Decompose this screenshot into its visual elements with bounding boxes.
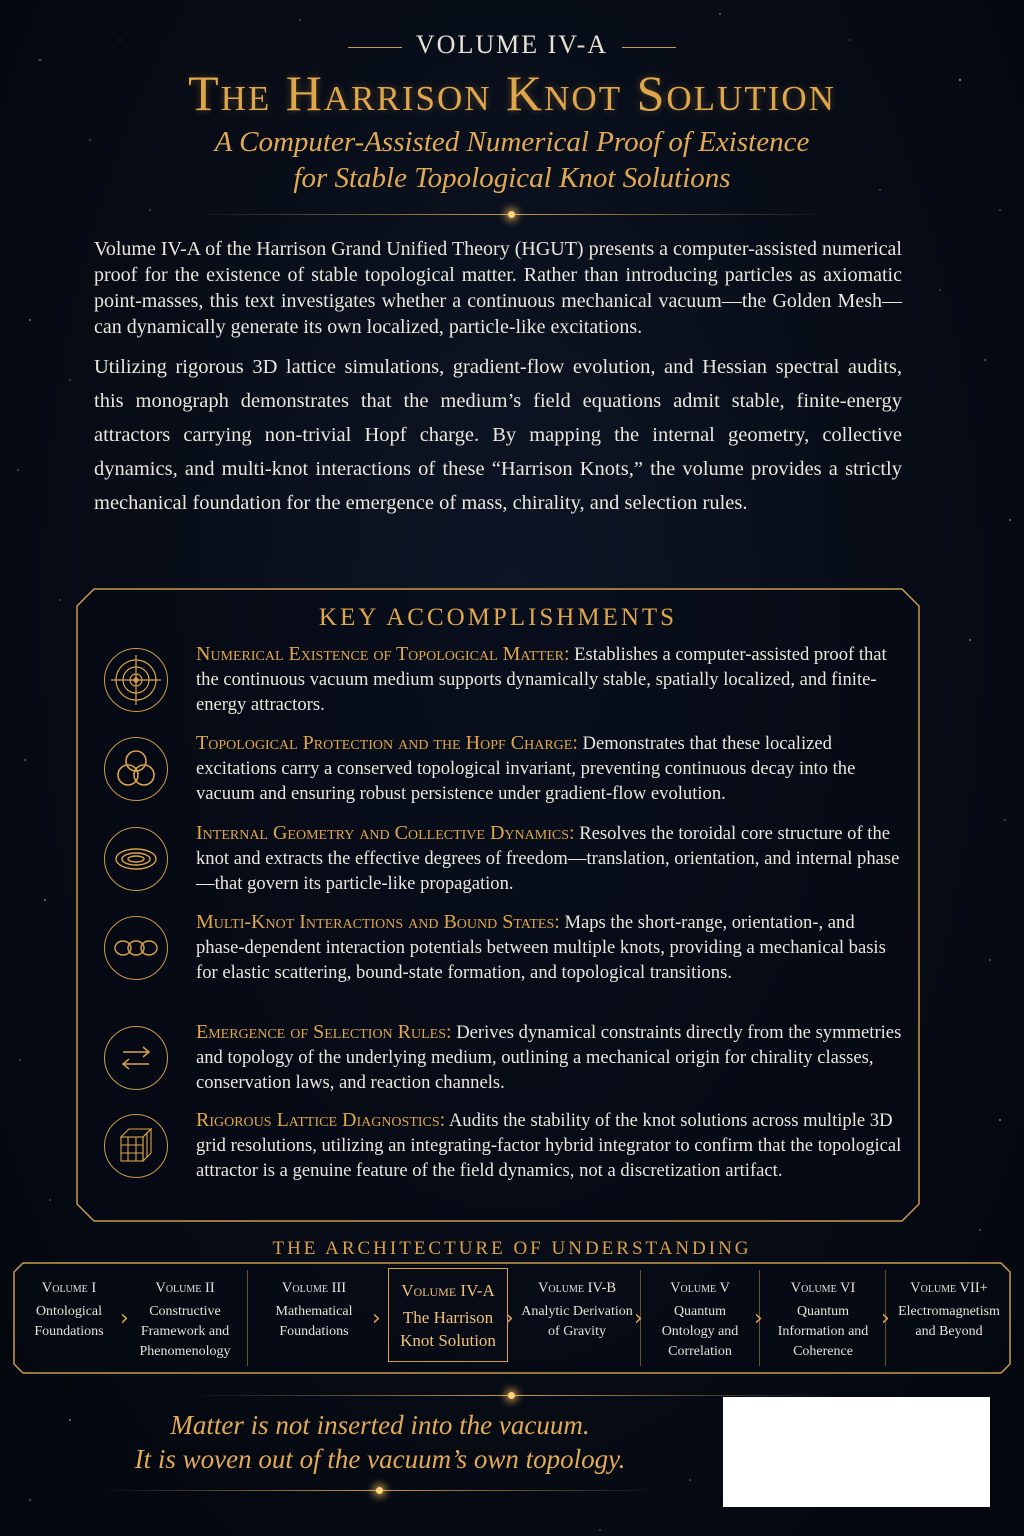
title-divider	[190, 214, 834, 215]
volume-description: Quantum Information and Coherence	[777, 1304, 869, 1359]
accomplishments-title: KEY ACCOMPLISHMENTS	[318, 604, 678, 631]
volume-description: Mathematical Foundations	[275, 1304, 353, 1339]
accomplishment-heading: Rigorous Lattice Diagnostics:	[196, 1109, 446, 1131]
accomplishment-body: Audits the stability of the knot solutions across multiple 3D grid resolutions, utilizing an integrating-factor hybrid integrator to confirm that the topological attractor is a genuine feature of the field dynamics, not a discretization artifact.	[196, 1110, 902, 1181]
torus-icon	[104, 827, 168, 891]
accomplishment-heading: Topological Protection and the Hopf Charge:	[196, 732, 578, 754]
barcode-placeholder	[723, 1397, 990, 1507]
trefoil-knot-icon	[104, 737, 168, 801]
chevron-right-icon: ›	[634, 1306, 643, 1331]
volume-description: Analytic Derivation of Gravity	[521, 1304, 633, 1339]
volume-tag	[0, 30, 1024, 60]
key-accomplishments-panel	[76, 588, 920, 1222]
volume-item[interactable]	[647, 1280, 753, 1362]
accomplishment-heading: Emergence of Selection Rules:	[196, 1021, 452, 1043]
linked-rings-icon	[104, 916, 168, 980]
left-rule	[348, 47, 402, 48]
lattice-cube-icon	[104, 1114, 168, 1178]
intro-paragraph-2: Utilizing rigorous 3D lattice simulations, gradient-flow evolution, and Hessian spectral audits, this monograph demonstrates that the medium’s field equations admit stable, finite-energy attractors carrying non-trivial Hopf charge. By mapping the internal geometry, collective dynamics, and multi-knot interactions of these “Harrison Knots,” the volume provides a strictly mechanical foundation for the emergence of mass, chirality, and selection rules.	[94, 356, 902, 514]
chevron-right-icon: ›	[372, 1306, 381, 1331]
volume-description: Electromagnetism and Beyond	[898, 1304, 1000, 1339]
quote-divider-top	[190, 1395, 834, 1396]
accomplishment-text	[196, 1108, 902, 1183]
accomplishment-body: Establishes a computer-assisted proof that the continuous vacuum medium supports dynamically stable, spatially localized, and finite-energy attractors.	[196, 644, 887, 715]
subtitle-line-2: for Stable Topological Knot Solutions	[293, 162, 731, 194]
accomplishment-text	[196, 910, 902, 985]
volume-item[interactable]	[895, 1280, 1003, 1342]
volume-item[interactable]	[765, 1280, 881, 1362]
quote-divider-bottom	[100, 1490, 660, 1491]
chevron-right-icon: ›	[881, 1306, 890, 1331]
architecture-title: THE ARCHITECTURE OF UNDERSTANDING	[272, 1238, 752, 1259]
volume-name: Volume III	[281, 1280, 347, 1296]
volume-name: Volume II	[155, 1280, 215, 1296]
volume-item[interactable]	[257, 1280, 371, 1342]
volume-item-current[interactable]	[388, 1268, 508, 1362]
chevron-right-icon: ›	[120, 1306, 129, 1331]
book-subtitle	[0, 124, 1024, 196]
book-title: The Harrison Knot Solution	[188, 65, 836, 121]
volume-item[interactable]	[521, 1280, 633, 1342]
chevron-right-icon: ›	[754, 1306, 763, 1331]
accomplishment-heading: Multi-Knot Interactions and Bound States:	[196, 911, 560, 933]
exchange-arrows-icon	[104, 1026, 168, 1090]
volume-description: Quantum Ontology and Correlation	[661, 1304, 739, 1359]
accomplishment-heading: Internal Geometry and Collective Dynamics:	[196, 822, 575, 844]
accomplishment-body: Derives dynamical constraints directly from the symmetries and topology of the underlying medium, outlining a mechanical origin for chirality classes, conservation laws, and reaction channels.	[196, 1022, 902, 1093]
volume-item[interactable]	[135, 1280, 235, 1362]
intro-paragraph-1: Volume IV-A of the Harrison Grand Unified Theory (HGUT) presents a computer-assisted numerical proof for the existence of stable topological matter. Rather than introducing particles as axiomatic point-masses, this text investigates whether a continuous mechanical vacuum—the Golden Mesh—can dynamically generate its own localized, particle-like excitations.	[94, 238, 902, 338]
accomplishment-body: Demonstrates that these localized excitations carry a conserved topological invariant, preventing continuous decay into the vacuum and ensuring robust persistence under gradient-flow evolution.	[196, 733, 856, 804]
accomplishment-body: Maps the short-range, orientation-, and phase-dependent interaction potentials between multiple knots, providing a mechanical basis for elastic scattering, bound-state formation, and topological transitions.	[196, 912, 886, 983]
volume-name: Volume VII+	[910, 1280, 988, 1296]
volume-name: Volume I	[41, 1280, 97, 1296]
target-rings-icon	[104, 648, 168, 712]
volume-name: Volume V	[670, 1280, 730, 1296]
volume-item[interactable]	[19, 1280, 119, 1342]
right-rule	[622, 47, 676, 48]
volume-description: The Harrison Knot Solution	[400, 1308, 496, 1350]
volume-name: Volume IV-B	[537, 1280, 617, 1296]
volume-name: Volume VI	[790, 1280, 856, 1296]
intro-text	[94, 236, 902, 530]
accomplishment-text	[196, 821, 902, 896]
volume-architecture-strip	[13, 1262, 1011, 1374]
volume-tag-text: VOLUME IV-A	[415, 30, 609, 59]
chevron-right-icon: ›	[505, 1306, 514, 1331]
volume-name: Volume IV-A	[401, 1281, 495, 1300]
quote-line-2: It is woven out of the vacuum’s own topology.	[134, 1444, 626, 1474]
volume-divider	[247, 1270, 248, 1366]
volume-description: Ontological Foundations	[34, 1304, 104, 1339]
accomplishment-heading: Numerical Existence of Topological Matter:	[196, 643, 570, 665]
accomplishment-text	[196, 731, 902, 806]
accomplishment-text	[196, 642, 902, 717]
quote-line-1: Matter is not inserted into the vacuum.	[170, 1410, 590, 1440]
volume-description: Constructive Framework and Phenomenology	[139, 1304, 231, 1359]
subtitle-line-1: A Computer-Assisted Numerical Proof of Existence	[214, 126, 810, 158]
accomplishment-text	[196, 1020, 902, 1095]
closing-quote	[100, 1408, 660, 1476]
accomplishment-body: Resolves the toroidal core structure of the knot and extracts the effective degrees of freedom—translation, orientation, and internal phase—that govern its particle-like propagation.	[196, 823, 900, 894]
